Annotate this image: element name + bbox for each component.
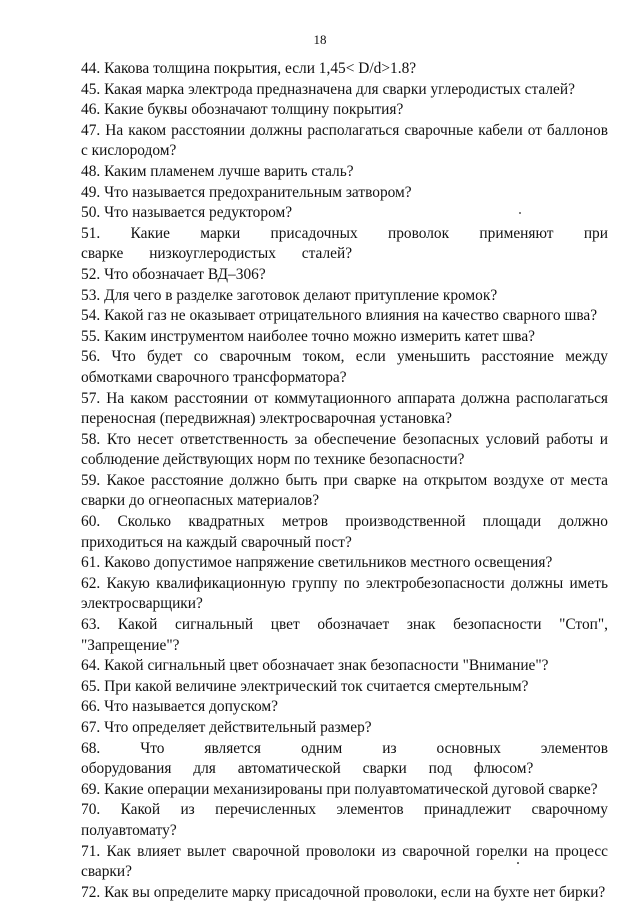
question-61: 61. Каково допустимое напряжение светильников местного освещения?: [81, 554, 553, 572]
question-52: 52. Что обозначает ВД–306?: [81, 265, 266, 283]
question-63: 63. Какой сигнальный цвет обозначает знак безопасности "Стоп", "Запрещение"?: [81, 616, 608, 654]
question-69: 69. Какие операции механизированы при полуавтоматической дуговой сварке?: [81, 780, 598, 798]
question-60: 60. Сколько квадратных метров производственной площади должно приходиться на каждый сварочный пост?: [81, 513, 608, 551]
question-46: 46. Какие буквы обозначают толщину покрытия?: [81, 101, 404, 119]
question-68: 68. Что является одним из основных элементов оборудования для автоматической сварки под флюсом?: [81, 739, 608, 778]
question-65: 65. При какой величине электрический ток считается смертельным?: [81, 677, 529, 695]
question-51: 51. Какие марки присадочных проволок применяют при сварке низкоуглеродистых сталей?: [81, 224, 608, 263]
question-49: 49. Что называется предохранительным затвором?: [81, 183, 412, 201]
question-66: 66. Что называется допуском?: [81, 698, 278, 716]
question-54: 54. Какой газ не оказывает отрицательного влияния на качество сварного шва?: [81, 307, 598, 325]
question-64: 64. Какой сигнальный цвет обозначает знак безопасности "Внимание"?: [81, 657, 549, 675]
question-47: 47. На каком расстоянии должны располагаться сварочные кабели от баллонов с кислородом?: [81, 121, 608, 160]
question-59: 59. Какое расстояние должно быть при сварке на открытом воздухе от места сварки до огнеопасных материалов?: [81, 471, 608, 510]
scan-speck: [517, 862, 519, 864]
question-56: 56. Что будет со сварочным током, если уменьшить расстояние между обмотками сварочного трансформатора?: [81, 348, 608, 386]
question-45: 45. Какая марка электрода предназначена для сварки углеродистых сталей?: [81, 80, 575, 98]
question-53: 53. Для чего в разделке заготовок делают притупление кромок?: [81, 286, 498, 304]
question-list: [81, 59, 608, 903]
question-57: 57. На каком расстоянии от коммутационного аппарата должна располагаться переносная (передвижная) электросварочная установка?: [81, 389, 608, 428]
question-62: 62. Какую квалификационную группу по электробезопасности должны иметь электросварщики?: [81, 574, 608, 613]
question-55: 55. Каким инструментом наиболее точно можно измерить катет шва?: [81, 327, 535, 345]
question-48: 48. Каким пламенем лучше варить сталь?: [81, 162, 354, 180]
question-58: 58. Кто несет ответственность за обеспечение безопасных условий работы и соблюдение действующих норм по технике безопасности?: [81, 430, 608, 469]
question-71: 71. Как влияет вылет сварочной проволоки из сварочной горелки на процесс сварки?: [81, 842, 608, 881]
page-number: 18: [313, 32, 327, 47]
question-72: 72. Как вы определите марку присадочной проволоки, если на бухте нет бирки?: [81, 883, 606, 901]
scan-speck: [519, 212, 521, 214]
question-50: 50. Что называется редуктором?: [81, 204, 293, 222]
question-67: 67. Что определяет действительный размер?: [81, 719, 372, 736]
question-70: 70. Какой из перечисленных элементов принадлежит сварочному полуавтомату?: [81, 801, 608, 839]
question-44: 44. Какова толщина покрытия, если 1,45< D/d>1.8?: [81, 60, 417, 77]
